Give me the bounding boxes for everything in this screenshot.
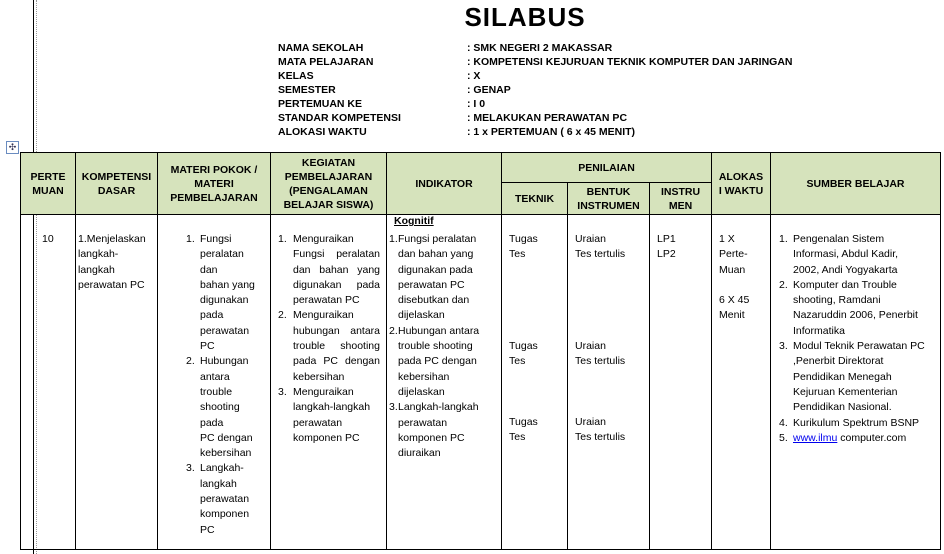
header-kegiatan-pembelajaran <box>271 153 387 215</box>
materi-item <box>186 461 264 537</box>
sumber-item <box>779 278 934 339</box>
cell-instrumen <box>650 215 712 550</box>
bentuk-line: Uraian <box>575 233 606 245</box>
sumber-text: Pengenalan Sistem <box>793 233 885 245</box>
indikator-text: Hubungan antara <box>398 324 480 337</box>
teknik-line: Tes <box>509 248 526 261</box>
header-materi-line: PEMBELAJARAN <box>170 191 258 204</box>
info-value: : MELAKUKAN PERAWATAN PC <box>467 112 628 124</box>
info-label: ALOKASI WAKTU <box>278 126 367 138</box>
alokasi-line: Perte- <box>719 248 748 261</box>
indikator-text: disebutkan dan <box>398 294 470 307</box>
table-move-handle-icon[interactable]: ✣ <box>6 141 19 154</box>
teknik-line: Tes <box>509 431 526 444</box>
teknik-line: Tugas <box>509 416 538 428</box>
materi-text: PC dengan <box>200 431 253 444</box>
kompetensi-line: 1.Menjelaskan <box>78 233 146 245</box>
materi-text: bahan yang <box>200 278 255 291</box>
sumber-text: ,Penerbit Direktorat <box>793 355 884 368</box>
header-kegiatan-line: BELAJAR SISWA) <box>283 198 374 211</box>
materi-text: langkah <box>200 477 237 490</box>
indikator-item <box>389 400 499 461</box>
bentuk-line: Tes tertulis <box>575 431 626 444</box>
instrumen-code: LP1 <box>657 233 676 245</box>
header-kegiatan-line: KEGIATAN <box>301 156 356 169</box>
cell-sumber <box>771 215 941 550</box>
pertemuan-number: 10 <box>42 233 54 245</box>
bentuk-line: Tes tertulis <box>575 248 626 261</box>
info-label: NAMA SEKOLAH <box>278 42 364 54</box>
info-value: : X <box>467 70 481 82</box>
cell-pertemuan <box>21 215 76 550</box>
sumber-item <box>779 416 934 431</box>
item-number: 1. <box>779 233 788 245</box>
item-number: 5. <box>779 431 788 444</box>
kegiatan-text: Menguraikan <box>293 385 354 398</box>
kegiatan-text: Menguraikan <box>293 309 354 322</box>
header-penilaian: PENILAIAN <box>502 153 712 183</box>
header-instrumen <box>650 183 712 215</box>
header-kegiatan-line: PEMBELAJARAN <box>284 170 373 183</box>
materi-list <box>186 232 264 538</box>
info-value: : 1 x PERTEMUAN ( 6 x 45 MENIT) <box>467 126 636 138</box>
info-label: STANDAR KOMPETENSI <box>278 112 401 124</box>
alokasi-line: 1 X <box>719 233 735 245</box>
cell-indikator <box>387 215 502 550</box>
document-title: SILABUS <box>464 2 586 32</box>
item-number: 2. <box>278 309 287 322</box>
indikator-list <box>389 232 499 461</box>
indikator-text: digunakan pada <box>398 263 473 276</box>
header-kompetensi-line: KOMPETENSI <box>81 170 152 183</box>
item-number: 2. <box>779 278 788 291</box>
header-teknik: TEKNIK <box>502 183 568 215</box>
indikator-text: dijelaskan <box>398 309 445 322</box>
header-materi-pokok <box>158 153 271 215</box>
materi-text: antara trouble <box>200 370 233 398</box>
indikator-text: Langkah-langkah <box>398 401 479 414</box>
kegiatan-text: trouble shooting <box>293 340 380 353</box>
info-value: : GENAP <box>467 84 511 96</box>
cell-kegiatan <box>271 215 387 550</box>
cell-teknik <box>502 215 568 550</box>
indikator-text: trouble shooting <box>398 340 473 353</box>
materi-text: kebersihan <box>200 447 252 460</box>
sumber-text: Kurikulum Spektrum BSNP <box>793 416 920 429</box>
bentuk-line: Tes tertulis <box>575 355 626 368</box>
indikator-text: kebersihan <box>398 370 450 383</box>
header-materi-line: MATERI <box>194 177 234 190</box>
cell-bentuk <box>568 215 650 550</box>
header-pertemuan-line: MUAN <box>32 184 64 197</box>
info-value: : KOMPETENSI KEJURUAN TEKNIK KOMPUTER DAN JARINGAN <box>467 56 793 68</box>
materi-text: Langkah- <box>200 462 244 475</box>
teknik-line: Tugas <box>509 340 538 352</box>
teknik-line: Tes <box>509 355 526 368</box>
cell-alokasi <box>712 215 771 550</box>
materi-text: Fungsi <box>200 233 232 245</box>
item-number: 2. <box>389 324 398 337</box>
item-number: 3. <box>389 401 398 414</box>
kegiatan-item <box>278 232 380 308</box>
indikator-text: dijelaskan <box>398 385 445 398</box>
header-kegiatan-line: (PENGALAMAN <box>289 184 368 197</box>
sumber-text: Informatika <box>793 324 845 337</box>
info-label: SEMESTER <box>278 84 336 96</box>
kegiatan-text: komponen PC <box>293 431 360 444</box>
header-kompetensi-dasar <box>76 153 158 215</box>
header-pertemuan <box>21 153 76 215</box>
materi-text: peralatan dan <box>200 248 244 276</box>
item-number: 1. <box>278 233 287 245</box>
header-indikator: INDIKATOR <box>387 153 502 215</box>
sumber-text: Pendidikan Nasional. <box>793 401 892 414</box>
kegiatan-text: langkah-langkah <box>293 401 371 414</box>
kegiatan-item <box>278 385 380 446</box>
materi-item <box>186 232 264 354</box>
teknik-line: Tugas <box>509 233 538 245</box>
instrumen-code: LP2 <box>657 248 676 261</box>
info-label: KELAS <box>278 70 314 82</box>
header-bentuk-line: INSTRUMEN <box>577 199 640 212</box>
kegiatan-text: pada PC dengan <box>293 355 380 368</box>
kompetensi-line: langkah <box>78 263 115 276</box>
sumber-text: Nazaruddin 2006, Penerbit <box>793 309 918 322</box>
header-bentuk-instrumen <box>568 183 650 215</box>
materi-text: digunakan pada <box>200 294 249 322</box>
item-number: 4. <box>779 416 788 429</box>
info-value: : SMK NEGERI 2 MAKASSAR <box>467 42 613 54</box>
sumber-text: Kejuruan Kementerian <box>793 385 898 398</box>
sumber-text <box>793 431 934 446</box>
header-alokasi-line: I WAKTU <box>718 184 764 197</box>
item-number: 3. <box>186 462 195 475</box>
indikator-text: diuraikan <box>398 447 441 460</box>
indikator-text: perawatan <box>398 416 448 429</box>
item-number: 1. <box>186 233 195 245</box>
header-kompetensi-line: DASAR <box>97 184 136 197</box>
bentuk-line: Uraian <box>575 416 606 428</box>
header-materi-line: MATERI POKOK / <box>170 163 258 176</box>
alokasi-line: Muan <box>719 263 746 276</box>
alokasi-line: 6 X 45 <box>719 294 750 306</box>
header-pertemuan-line: PERTE <box>30 170 66 183</box>
sumber-text: Komputer dan Trouble <box>793 278 897 291</box>
cell-kompetensi <box>76 215 158 550</box>
sumber-item <box>779 431 934 446</box>
materi-text: komponen PC <box>200 508 250 536</box>
indikator-text: Fungsi peralatan <box>398 233 477 245</box>
bentuk-line: Uraian <box>575 340 606 352</box>
sumber-item <box>779 339 934 415</box>
source-link[interactable]: www.ilmu <box>793 431 838 444</box>
kegiatan-text: perawatan <box>293 416 343 429</box>
materi-item <box>186 354 264 461</box>
kegiatan-text: Menguraikan <box>293 233 354 245</box>
info-label: MATA PELAJARAN <box>278 56 374 68</box>
kegiatan-text: digunakan pada <box>293 278 380 291</box>
sumber-list <box>779 232 934 446</box>
indikator-text: pada PC dengan <box>398 355 477 368</box>
kegiatan-item <box>278 308 380 384</box>
header-sumber-belajar: SUMBER BELAJAR <box>771 153 941 215</box>
item-number: 3. <box>779 340 788 353</box>
info-value: : I 0 <box>467 98 486 110</box>
indikator-item <box>389 324 499 400</box>
info-label: PERTEMUAN KE <box>278 98 363 110</box>
item-number: 1. <box>389 233 398 245</box>
syllabus-table <box>20 152 941 550</box>
sumber-text: Pendidikan Menegah <box>793 370 892 383</box>
kegiatan-text: kebersihan <box>293 370 345 383</box>
materi-text: perawatan <box>200 493 250 506</box>
header-instrumen-line: MEN <box>668 199 693 212</box>
kompetensi-line: langkah- <box>78 248 119 261</box>
header-alokasi-line: ALOKAS <box>718 170 764 183</box>
header-instrumen-line: INSTRU <box>660 185 701 198</box>
kegiatan-list <box>278 232 380 446</box>
kegiatan-text: dan bahan yang <box>293 263 380 276</box>
sumber-text: Informasi, Abdul Kadir, <box>793 248 899 261</box>
indikator-heading: Kognitif <box>394 215 434 227</box>
header-alokasi-waktu <box>712 153 771 215</box>
sumber-text: shooting, Ramdani <box>793 294 881 307</box>
kompetensi-line: perawatan PC <box>78 278 145 291</box>
sumber-item <box>779 232 934 278</box>
materi-text: perawatan PC <box>200 324 250 353</box>
indikator-text: perawatan PC <box>398 278 465 291</box>
kegiatan-text: perawatan PC <box>293 294 360 307</box>
header-bentuk-line: BENTUK <box>586 185 631 198</box>
materi-text: Hubungan <box>200 355 249 368</box>
source-link-rest: computer.com <box>837 431 907 444</box>
indikator-text: dan bahan yang <box>398 248 474 261</box>
kegiatan-text: hubungan antara <box>293 324 380 337</box>
item-number: 3. <box>278 385 287 398</box>
sumber-text: Modul Teknik Perawatan PC <box>793 340 925 353</box>
materi-text: shooting pada <box>200 401 240 429</box>
indikator-item <box>389 232 499 324</box>
cell-materi <box>158 215 271 550</box>
indikator-text: komponen PC <box>398 431 465 444</box>
kegiatan-text: Fungsi peralatan <box>293 248 380 261</box>
item-number: 2. <box>186 355 195 368</box>
sumber-text: 2002, Andi Yogyakarta <box>793 263 898 276</box>
alokasi-line: Menit <box>719 309 745 322</box>
